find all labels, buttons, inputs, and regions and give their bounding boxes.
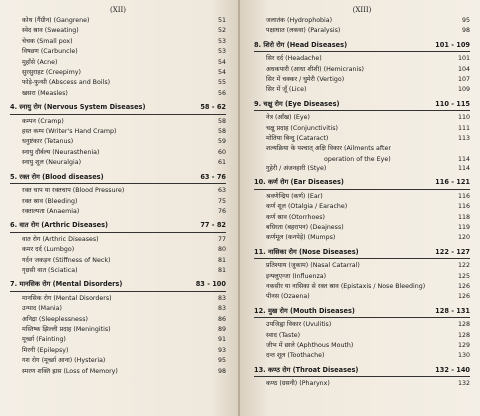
toc-section-heading bbox=[254, 306, 470, 316]
toc-entry bbox=[10, 315, 226, 325]
toc-entry-title: विषव्रण (Carbuncle) bbox=[22, 48, 78, 56]
toc-entry-page: 52 bbox=[217, 27, 226, 35]
toc-entry-title: स्वेद स्राव (Sweating) bbox=[22, 27, 79, 35]
section-underline bbox=[10, 183, 226, 184]
toc-entry-page: 98 bbox=[217, 367, 226, 375]
toc-entry-page: 130 bbox=[457, 352, 470, 360]
toc-entry-page: 89 bbox=[217, 325, 226, 333]
toc-entry-title: मुहाँसे (Acne) bbox=[22, 58, 58, 66]
toc-entry-page: 86 bbox=[217, 315, 226, 323]
toc-entry-page: 119 bbox=[457, 223, 470, 231]
toc-entry-page: 118 bbox=[457, 213, 470, 221]
toc-entry-page: 128 - 131 bbox=[435, 306, 470, 315]
toc-section-heading bbox=[10, 102, 226, 112]
toc-section-heading bbox=[254, 247, 470, 257]
toc-entry-page: 63 - 76 bbox=[200, 172, 226, 181]
toc-entry bbox=[10, 245, 226, 255]
toc-entry-title: स्नायु दौर्बल्य (Neurasthenia) bbox=[22, 148, 100, 156]
toc-list-right bbox=[254, 16, 470, 390]
toc-entry bbox=[254, 320, 470, 330]
toc-entry bbox=[254, 213, 470, 223]
toc-entry-page: 109 bbox=[457, 86, 470, 94]
section-underline bbox=[254, 110, 470, 111]
toc-entry bbox=[254, 54, 470, 64]
toc-entry-page: 95 bbox=[217, 357, 226, 365]
toc-entry-page: 101 - 109 bbox=[435, 40, 470, 49]
section-underline bbox=[254, 189, 470, 190]
toc-entry-title: गश रोग (मूर्च्छा आना) (Hysteria) bbox=[22, 357, 106, 365]
toc-entry bbox=[254, 192, 470, 202]
toc-entry-page: 93 bbox=[217, 346, 226, 354]
toc-entry-page: 51 bbox=[217, 17, 226, 24]
toc-entry bbox=[254, 26, 470, 36]
section-underline bbox=[254, 258, 470, 259]
toc-entry-title: कर्ण स्राव (Otorrhoes) bbox=[266, 213, 325, 221]
toc-entry-page: 104 bbox=[457, 65, 470, 73]
toc-entry-title: 5. रक्त रोग (Blood diseases) bbox=[10, 172, 104, 181]
toc-entry-title: गुहेरी / अंजनहारी (Stye) bbox=[266, 164, 327, 172]
toc-entry-title: मानसिक रोग (Mental Disorders) bbox=[22, 294, 112, 302]
toc-entry bbox=[254, 282, 470, 292]
toc-entry-title: इन्फ्लुएन्जा (Influenza) bbox=[266, 272, 327, 280]
toc-entry-title: कोथ (गैंग्रीन) (Gangrene) bbox=[22, 17, 90, 24]
toc-entry-page: 55 bbox=[217, 79, 226, 87]
page-header-left: (XII) bbox=[110, 6, 126, 14]
toc-entry bbox=[10, 207, 226, 217]
page-header-right: (XIII) bbox=[352, 6, 372, 14]
section-underline bbox=[10, 291, 226, 292]
toc-entry bbox=[10, 197, 226, 207]
toc-entry bbox=[254, 134, 470, 144]
toc-entry bbox=[10, 127, 226, 137]
toc-entry bbox=[254, 144, 470, 154]
toc-entry-title: 12. मुख रोग (Mouth Diseases) bbox=[254, 306, 355, 315]
toc-entry-page: 83 - 100 bbox=[195, 280, 226, 289]
toc-entry-title: वात रोग (Arthric Diseases) bbox=[22, 235, 99, 243]
toc-entry-page: 125 bbox=[457, 272, 470, 280]
toc-entry bbox=[254, 272, 470, 282]
toc-entry-page: 81 bbox=[217, 266, 226, 274]
toc-entry-title: श्रवणेन्द्रिय (कर्ण) (Ear) bbox=[266, 192, 323, 200]
toc-entry-page: 110 bbox=[457, 114, 470, 122]
toc-entry-page: 128 bbox=[457, 321, 470, 329]
toc-entry bbox=[10, 346, 226, 356]
toc-entry bbox=[10, 148, 226, 158]
toc-entry bbox=[10, 26, 226, 36]
toc-entry-page: 114 bbox=[457, 164, 470, 172]
toc-entry-title: रक्त चाप या रक्तचाप (Blood Pressure) bbox=[22, 187, 125, 195]
toc-entry bbox=[254, 75, 470, 85]
toc-entry-page: 110 - 115 bbox=[435, 99, 470, 108]
toc-entry bbox=[254, 65, 470, 75]
toc-entry-page: 80 bbox=[217, 246, 226, 254]
toc-entry-page: 53 bbox=[217, 37, 226, 45]
toc-entry bbox=[254, 85, 470, 95]
section-underline bbox=[10, 232, 226, 233]
toc-entry-title: सिर में जूँ (Lice) bbox=[266, 86, 307, 94]
toc-entry bbox=[10, 58, 226, 68]
toc-entry-title: 6. वात रोग (Arthric Diseases) bbox=[10, 221, 109, 230]
toc-entry-title: अधकपारी (आधा शीशी) (Hemicranis) bbox=[266, 65, 364, 73]
toc-entry bbox=[10, 137, 226, 147]
toc-section-heading bbox=[254, 177, 470, 187]
toc-section-heading bbox=[254, 99, 470, 109]
toc-entry-title: कम्पन (Cramp) bbox=[22, 117, 64, 125]
toc-entry-title: कर्णमूल (कनपेड़े) (Mumps) bbox=[266, 234, 336, 242]
toc-entry-page: 111 bbox=[457, 124, 470, 132]
toc-entry-page: 113 bbox=[457, 135, 470, 143]
toc-entry-page: 98 bbox=[461, 27, 470, 35]
toc-entry-title: 13. कण्ठ रोग (Throat Diseases) bbox=[254, 365, 359, 374]
toc-entry-title: कमर दर्द (Lumbgo) bbox=[22, 246, 75, 254]
toc-entry-title: धनुष्टंकार (Tetanus) bbox=[22, 138, 74, 146]
toc-entry bbox=[254, 223, 470, 233]
toc-entry-title: उपजिह्वा विकार (Uvulitis) bbox=[266, 321, 332, 329]
toc-entry-title: सिर में चक्कर / घुमेरी (Vertigo) bbox=[266, 76, 345, 84]
toc-entry bbox=[254, 341, 470, 351]
toc-entry-title: दन्त शूल (Toothache) bbox=[266, 352, 325, 360]
toc-entry-title: पीनस (Ozaena) bbox=[266, 293, 310, 301]
right-page bbox=[240, 0, 480, 416]
toc-entry-page: 116 - 121 bbox=[435, 178, 470, 187]
toc-entry bbox=[254, 155, 470, 164]
toc-entry bbox=[10, 89, 226, 99]
toc-entry-page: 54 bbox=[217, 69, 226, 77]
toc-entry-page: 59 bbox=[217, 138, 226, 146]
toc-entry-title: 11. नासिका रोग (Nose Diseases) bbox=[254, 247, 359, 256]
toc-entry-page: 56 bbox=[217, 89, 226, 97]
toc-entry-title: 9. चक्षु रोग (Eye Diseases) bbox=[254, 99, 340, 108]
toc-section-heading bbox=[10, 220, 226, 230]
toc-section-heading bbox=[10, 279, 226, 289]
toc-entry-page: 63 bbox=[217, 187, 226, 195]
toc-entry-page: 58 bbox=[217, 128, 226, 136]
toc-entry-title: चेचक (Small pox) bbox=[22, 37, 73, 45]
toc-entry-page: 126 bbox=[457, 282, 470, 290]
toc-entry bbox=[10, 256, 226, 266]
toc-section-heading bbox=[254, 40, 470, 50]
toc-entry-title: फोड़े-फुन्सी (Abscess and Boils) bbox=[22, 79, 111, 87]
toc-entry-title: खसरा (Measles) bbox=[22, 89, 68, 97]
toc-entry-page: 114 bbox=[457, 155, 470, 163]
toc-entry bbox=[254, 113, 470, 123]
toc-entry-title: शल्यक्रिया के पश्चात् अक्षि विकार (Ailments after bbox=[266, 145, 391, 153]
toc-entry-title: जीभ में छाले (Aphthous Mouth) bbox=[266, 341, 354, 349]
toc-section-heading bbox=[10, 172, 226, 182]
toc-entry-title: मिरगी (Epilepsy) bbox=[22, 346, 69, 354]
toc-entry-page: 116 bbox=[457, 192, 470, 200]
toc-entry bbox=[10, 47, 226, 57]
toc-section-heading bbox=[254, 365, 470, 375]
toc-entry bbox=[10, 186, 226, 196]
toc-entry bbox=[254, 379, 470, 389]
toc-entry-title: उन्माद (Mania) bbox=[22, 305, 62, 313]
toc-entry-title: मोतिया बिन्दु (Cataract) bbox=[266, 135, 329, 143]
toc-entry bbox=[254, 233, 470, 243]
section-underline bbox=[254, 376, 470, 377]
toc-entry-page: 132 bbox=[457, 380, 470, 388]
toc-entry bbox=[254, 331, 470, 341]
toc-entry-title: मूर्च्छा (Fainting) bbox=[22, 336, 66, 344]
toc-entry bbox=[10, 367, 226, 377]
toc-entry bbox=[254, 292, 470, 302]
toc-entry-page: 132 - 140 bbox=[435, 365, 470, 374]
toc-entry-title: रक्त स्राव (Bleeding) bbox=[22, 197, 78, 205]
toc-entry-page: 58 - 62 bbox=[200, 103, 226, 112]
toc-entry-title: 7. मानसिक रोग (Mental Disorders) bbox=[10, 280, 123, 289]
toc-entry-page: 107 bbox=[457, 76, 470, 84]
toc-entry-title: कर्ण शूल (Otalgia / Earache) bbox=[266, 203, 348, 211]
toc-entry-page: 91 bbox=[217, 336, 226, 344]
toc-entry-page: 60 bbox=[217, 148, 226, 156]
toc-entry-title: प्रतिश्याय (जुकाम) (Nasal Catarral) bbox=[266, 262, 360, 270]
toc-entry-page: 58 bbox=[217, 117, 226, 125]
section-underline bbox=[254, 317, 470, 318]
toc-entry-title: पक्षाघात (लकवा) (Paralysis) bbox=[266, 27, 341, 35]
toc-entry bbox=[10, 356, 226, 366]
toc-entry-title: सिर दर्द (Headache) bbox=[266, 55, 322, 63]
toc-entry-page: 122 - 127 bbox=[435, 247, 470, 256]
toc-entry bbox=[10, 78, 226, 88]
toc-entry-page: 128 bbox=[457, 331, 470, 339]
toc-entry-page: 54 bbox=[217, 58, 226, 66]
section-underline bbox=[10, 114, 226, 115]
toc-entry bbox=[10, 158, 226, 168]
toc-entry-title: बधिरता (बहरापन) (Deajness) bbox=[266, 223, 344, 231]
toc-entry-title: जलातंक (Hydrophobia) bbox=[266, 17, 333, 24]
toc-entry bbox=[254, 16, 470, 26]
toc-entry-title: सुरसुराहट (Creepimy) bbox=[22, 69, 81, 77]
toc-entry-title: स्वाद (Taste) bbox=[266, 331, 301, 339]
toc-entry-title: 8. शिरो रोग (Head Diseases) bbox=[254, 40, 348, 49]
toc-entry bbox=[254, 124, 470, 134]
toc-entry bbox=[10, 325, 226, 335]
toc-entry bbox=[10, 37, 226, 47]
toc-entry bbox=[254, 261, 470, 271]
toc-entry-page: 76 bbox=[217, 207, 226, 215]
toc-entry bbox=[10, 68, 226, 78]
toc-entry-title: हस्त कम्प (Writer's Hand Cramp) bbox=[22, 128, 117, 136]
toc-entry-title: मस्तिष्क झिल्ली प्रदाह (Meningitis) bbox=[22, 325, 111, 333]
toc-entry-title: operation of the Eye) bbox=[324, 155, 391, 163]
toc-entry-page: 95 bbox=[461, 17, 470, 24]
toc-entry-page: 120 bbox=[457, 234, 470, 242]
toc-entry-page: 116 bbox=[457, 203, 470, 211]
toc-entry-page: 75 bbox=[217, 197, 226, 205]
toc-entry bbox=[10, 117, 226, 127]
toc-entry-page: 53 bbox=[217, 48, 226, 56]
toc-entry-page: 122 bbox=[457, 262, 470, 270]
section-underline bbox=[254, 51, 470, 52]
toc-entry bbox=[10, 266, 226, 276]
toc-entry-title: गृध्रसी वात (Sciatica) bbox=[22, 266, 78, 274]
toc-entry-page: 83 bbox=[217, 294, 226, 302]
toc-entry-title: 4. स्नायु रोग (Nervous System Diseases) bbox=[10, 103, 146, 112]
toc-list-left bbox=[10, 16, 226, 377]
toc-entry-title: रक्ताल्पता (Anaemia) bbox=[22, 207, 80, 215]
toc-entry-page: 101 bbox=[457, 55, 470, 63]
toc-entry bbox=[10, 294, 226, 304]
toc-entry-title: स्मरण शक्ति ह्रास (Loss of Memory) bbox=[22, 367, 118, 375]
toc-entry-page: 61 bbox=[217, 159, 226, 167]
toc-entry-title: गर्दन जकड़न (Stiffness of Neck) bbox=[22, 256, 111, 264]
toc-entry bbox=[10, 335, 226, 345]
toc-entry-title: स्नायु शूल (Neuralgia) bbox=[22, 159, 82, 167]
toc-entry bbox=[10, 235, 226, 245]
toc-entry-page: 126 bbox=[457, 293, 470, 301]
toc-entry bbox=[254, 202, 470, 212]
toc-entry-title: नकसीर या नासिका से रक्त स्राव (Epistaxis / Nose Bleeding) bbox=[266, 282, 426, 290]
toc-entry-page: 129 bbox=[457, 341, 470, 349]
toc-entry-title: कण्ठ (ग्रसनी) (Pharynx) bbox=[266, 380, 330, 388]
toc-entry-title: चक्षु प्रदाह (Conjunctivitis) bbox=[266, 124, 338, 132]
toc-entry bbox=[254, 164, 470, 174]
toc-entry-title: नेत्र (आँख) (Eye) bbox=[266, 114, 310, 122]
toc-entry-title: 10. कर्ण रोग (Ear Diseases) bbox=[254, 178, 344, 187]
toc-entry-title: अनिद्रा (Sleeplessness) bbox=[22, 315, 88, 323]
toc-entry bbox=[254, 351, 470, 361]
toc-entry-page: 83 bbox=[217, 305, 226, 313]
toc-entry bbox=[10, 16, 226, 26]
toc-entry-page: 81 bbox=[217, 256, 226, 264]
toc-entry bbox=[10, 304, 226, 314]
toc-entry-page: 77 bbox=[217, 235, 226, 243]
toc-entry-page: 77 - 82 bbox=[200, 221, 226, 230]
